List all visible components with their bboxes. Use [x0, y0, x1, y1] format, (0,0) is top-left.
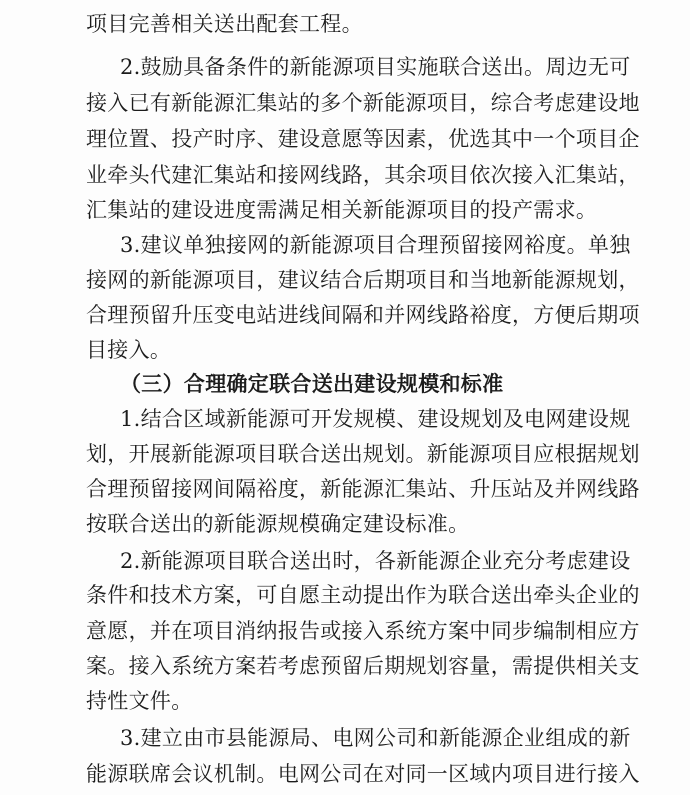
text-line: 案。接入系统方案若考虑预留后期规划容量，需提供相关支 [86, 654, 640, 678]
text-line: 能源联席会议机制。电网公司在对同一区域内项目进行接入 [86, 762, 640, 786]
text-line: 合理预留升压变电站进线间隔和并网线路裕度，方便后期项 [86, 303, 640, 327]
text-line: 条件和技术方案，可自愿主动提出作为联合送出牵头企业的 [86, 583, 640, 607]
text-line: 接入已有新能源汇集站的多个新能源项目，综合考虑建设地 [86, 91, 640, 115]
section-heading: （三）合理确定联合送出建设规模和标准 [120, 372, 504, 396]
text-line: 持性文件。 [86, 689, 193, 713]
text-line: 合理预留接网间隔裕度，新能源汇集站、升压站及并网线路 [86, 477, 640, 501]
text-line: 划，开展新能源项目联合送出规划。新能源项目应根据规划 [86, 442, 640, 466]
text-line: 理位置、投产时序、建设意愿等因素，优选其中一个项目企 [86, 127, 640, 151]
text-line: 1.结合区域新能源可开发规模、建设规划及电网建设规 [120, 407, 631, 431]
text-line: 按联合送出的新能源规模确定建设标准。 [86, 512, 470, 536]
text-line: 2.新能源项目联合送出时，各新能源企业充分考虑建设 [120, 549, 631, 573]
text-line: 3.建立由市县能源局、电网公司和新能源企业组成的新 [120, 726, 631, 750]
text-line: 3.建议单独接网的新能源项目合理预留接网裕度。单独 [120, 233, 631, 257]
text-line: 意愿，并在项目消纳报告或接入系统方案中同步编制相应方 [86, 619, 640, 643]
text-line: 业牵头代建汇集站和接网线路，其余项目依次接入汇集站， [86, 163, 640, 187]
text-line: 2.鼓励具备条件的新能源项目实施联合送出。周边无可 [120, 55, 631, 79]
text-line: 项目完善相关送出配套工程。 [86, 12, 363, 36]
text-line: 接网的新能源项目，建议结合后期项目和当地新能源规划， [86, 268, 640, 292]
text-line: 目接入。 [86, 338, 172, 362]
text-line: 汇集站的建设进度需满足相关新能源项目的投产需求。 [86, 198, 598, 222]
